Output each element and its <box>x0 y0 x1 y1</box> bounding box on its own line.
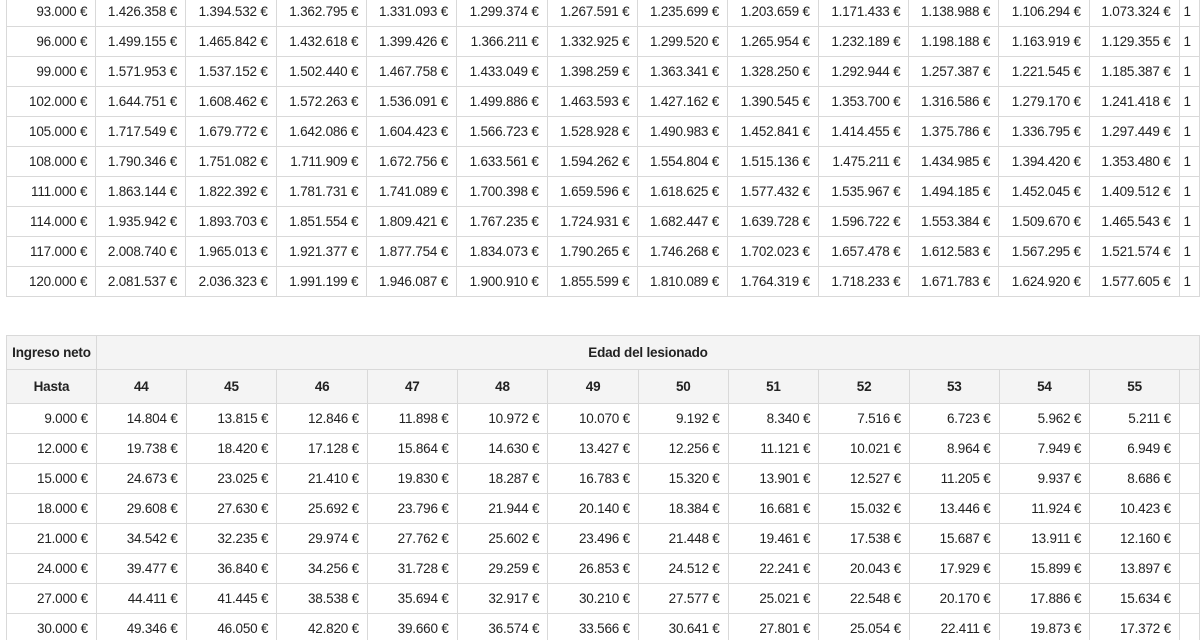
value-cell: 13.901 € <box>728 464 819 494</box>
value-cell: 27.577 € <box>638 584 728 614</box>
value-cell: 1.809.421 € <box>367 207 457 237</box>
value-cell: 1.921.377 € <box>276 237 367 267</box>
value-cell: 18.287 € <box>457 464 548 494</box>
value-cell: 1.073.324 € <box>1089 0 1179 27</box>
value-cell: 10.070 € <box>548 404 639 434</box>
value-cell: 1.642.086 € <box>276 117 367 147</box>
value-cell: 22.548 € <box>819 584 910 614</box>
value-cell: 10.972 € <box>457 404 548 434</box>
value-cell: 1.232.189 € <box>818 27 909 57</box>
value-cell: 21.944 € <box>457 494 548 524</box>
table-row <box>7 237 1200 267</box>
age-header-cell: 53 <box>909 370 999 404</box>
value-cell: 12.160 € <box>1090 524 1180 554</box>
truncated-cell: 1 <box>1179 27 1199 57</box>
value-cell: 15.634 € <box>1090 584 1180 614</box>
table-row <box>7 614 1200 640</box>
value-cell: 12.256 € <box>638 434 728 464</box>
value-cell: 30.210 € <box>548 584 639 614</box>
value-cell: 21.410 € <box>277 464 368 494</box>
value-cell: 1.235.699 € <box>638 0 728 27</box>
value-cell: 11.121 € <box>728 434 819 464</box>
value-cell: 25.054 € <box>819 614 910 640</box>
truncated-cell <box>1179 524 1199 554</box>
value-cell: 1.198.188 € <box>909 27 999 57</box>
value-cell: 1.467.758 € <box>367 57 457 87</box>
value-cell: 1.502.440 € <box>276 57 367 87</box>
value-cell: 15.899 € <box>999 554 1090 584</box>
value-cell: 1.810.089 € <box>638 267 728 297</box>
table-row <box>7 524 1200 554</box>
value-cell: 9.192 € <box>638 404 728 434</box>
income-cell: 117.000 € <box>7 237 96 267</box>
table-row <box>7 207 1200 237</box>
value-cell: 29.608 € <box>96 494 186 524</box>
value-cell: 19.830 € <box>367 464 457 494</box>
value-cell: 24.673 € <box>96 464 186 494</box>
income-cell: 15.000 € <box>7 464 97 494</box>
value-cell: 13.427 € <box>548 434 639 464</box>
value-cell: 1.332.925 € <box>547 27 638 57</box>
value-cell: 1.537.152 € <box>186 57 277 87</box>
value-cell: 1.257.387 € <box>909 57 999 87</box>
truncated-cell <box>1179 614 1199 640</box>
value-cell: 15.687 € <box>909 524 999 554</box>
value-cell: 1.528.928 € <box>547 117 638 147</box>
value-cell: 5.962 € <box>999 404 1090 434</box>
value-cell: 11.205 € <box>909 464 999 494</box>
value-cell: 1.398.259 € <box>547 57 638 87</box>
value-cell: 9.937 € <box>999 464 1090 494</box>
value-cell: 34.542 € <box>96 524 186 554</box>
income-cell: 30.000 € <box>7 614 97 640</box>
value-cell: 1.851.554 € <box>276 207 367 237</box>
value-cell: 1.163.919 € <box>999 27 1090 57</box>
income-cell: 12.000 € <box>7 434 97 464</box>
value-cell: 1.566.723 € <box>457 117 548 147</box>
value-cell: 1.203.659 € <box>728 0 819 27</box>
value-cell: 25.692 € <box>277 494 368 524</box>
value-cell: 1.657.478 € <box>818 237 909 267</box>
age-header-cell: 55 <box>1090 370 1180 404</box>
value-cell: 1.702.023 € <box>728 237 819 267</box>
value-cell: 23.796 € <box>367 494 457 524</box>
value-cell: 1.465.543 € <box>1089 207 1179 237</box>
value-cell: 19.461 € <box>728 524 819 554</box>
value-cell: 1.433.049 € <box>457 57 548 87</box>
value-cell: 14.630 € <box>457 434 548 464</box>
income-cell: 114.000 € <box>7 207 96 237</box>
value-cell: 1.299.520 € <box>638 27 728 57</box>
header-income: Ingreso neto <box>7 336 97 370</box>
table-row <box>7 404 1200 434</box>
income-cell: 96.000 € <box>7 27 96 57</box>
value-cell: 8.340 € <box>728 404 819 434</box>
value-cell: 2.008.740 € <box>96 237 186 267</box>
value-cell: 1.292.944 € <box>818 57 909 87</box>
value-cell: 1.577.605 € <box>1089 267 1179 297</box>
value-cell: 1.711.909 € <box>276 147 367 177</box>
value-cell: 1.554.804 € <box>638 147 728 177</box>
value-cell: 1.900.910 € <box>457 267 548 297</box>
table-row <box>7 117 1200 147</box>
value-cell: 8.964 € <box>909 434 999 464</box>
value-cell: 1.515.136 € <box>728 147 819 177</box>
value-cell: 1.362.795 € <box>276 0 367 27</box>
value-cell: 2.036.323 € <box>186 267 277 297</box>
value-cell: 1.363.341 € <box>638 57 728 87</box>
value-cell: 32.917 € <box>457 584 548 614</box>
value-cell: 31.728 € <box>367 554 457 584</box>
age-header-cell: 44 <box>96 370 186 404</box>
value-cell: 23.496 € <box>548 524 639 554</box>
value-cell: 1.893.703 € <box>186 207 277 237</box>
value-cell: 2.081.537 € <box>96 267 186 297</box>
truncated-cell <box>1179 494 1199 524</box>
value-cell: 1.567.295 € <box>999 237 1090 267</box>
table-row <box>7 87 1200 117</box>
value-cell: 15.032 € <box>819 494 910 524</box>
table-row <box>7 494 1200 524</box>
value-cell: 1.624.920 € <box>999 267 1090 297</box>
value-cell: 1.434.985 € <box>909 147 999 177</box>
value-cell: 1.781.731 € <box>276 177 367 207</box>
value-cell: 1.414.455 € <box>818 117 909 147</box>
table-row <box>7 584 1200 614</box>
table-body <box>7 0 1200 297</box>
value-cell: 32.235 € <box>186 524 277 554</box>
value-cell: 1.751.082 € <box>186 147 277 177</box>
value-cell: 15.864 € <box>367 434 457 464</box>
value-cell: 34.256 € <box>277 554 368 584</box>
value-cell: 1.106.294 € <box>999 0 1090 27</box>
value-cell: 1.432.618 € <box>276 27 367 57</box>
value-cell: 1.572.263 € <box>276 87 367 117</box>
table-row <box>7 554 1200 584</box>
value-cell: 1.241.418 € <box>1089 87 1179 117</box>
value-cell: 1.331.093 € <box>367 0 457 27</box>
value-cell: 1.185.387 € <box>1089 57 1179 87</box>
value-cell: 25.602 € <box>457 524 548 554</box>
value-cell: 7.949 € <box>999 434 1090 464</box>
value-cell: 5.211 € <box>1090 404 1180 434</box>
value-cell: 1.221.545 € <box>999 57 1090 87</box>
value-cell: 38.538 € <box>277 584 368 614</box>
age-header-cell: 49 <box>548 370 639 404</box>
value-cell: 1.494.185 € <box>909 177 999 207</box>
value-cell: 1.834.073 € <box>457 237 548 267</box>
value-cell: 8.686 € <box>1090 464 1180 494</box>
value-cell: 1.353.480 € <box>1089 147 1179 177</box>
value-cell: 16.783 € <box>548 464 639 494</box>
value-cell: 42.820 € <box>277 614 368 640</box>
value-cell: 1.394.532 € <box>186 0 277 27</box>
value-cell: 13.815 € <box>186 404 277 434</box>
value-cell: 41.445 € <box>186 584 277 614</box>
value-cell: 35.694 € <box>367 584 457 614</box>
value-cell: 1.465.842 € <box>186 27 277 57</box>
truncated-cell <box>1179 464 1199 494</box>
truncated-cell <box>1179 404 1199 434</box>
table-row <box>7 0 1200 27</box>
truncated-cell: 1 <box>1179 57 1199 87</box>
value-cell: 1.679.772 € <box>186 117 277 147</box>
value-cell: 1.991.199 € <box>276 267 367 297</box>
table-row <box>7 177 1200 207</box>
age-header-cell: 45 <box>186 370 277 404</box>
value-cell: 1.596.722 € <box>818 207 909 237</box>
value-cell: 1.490.983 € <box>638 117 728 147</box>
value-cell: 1.594.262 € <box>547 147 638 177</box>
value-cell: 1.612.583 € <box>909 237 999 267</box>
value-cell: 1.571.953 € <box>96 57 186 87</box>
value-cell: 24.512 € <box>638 554 728 584</box>
value-cell: 20.170 € <box>909 584 999 614</box>
income-cell: 21.000 € <box>7 524 97 554</box>
value-cell: 1.426.358 € <box>96 0 186 27</box>
value-cell: 1.608.462 € <box>186 87 277 117</box>
value-cell: 27.630 € <box>186 494 277 524</box>
value-cell: 1.509.670 € <box>999 207 1090 237</box>
value-cell: 6.723 € <box>909 404 999 434</box>
value-cell: 1.427.162 € <box>638 87 728 117</box>
value-cell: 1.639.728 € <box>728 207 819 237</box>
value-cell: 1.452.841 € <box>728 117 819 147</box>
header-row-groups <box>7 336 1200 370</box>
value-cell: 1.604.423 € <box>367 117 457 147</box>
value-cell: 10.021 € <box>819 434 910 464</box>
table-row <box>7 464 1200 494</box>
table-row <box>7 27 1200 57</box>
truncated-cell <box>1179 584 1199 614</box>
table-row <box>7 434 1200 464</box>
value-cell: 14.804 € <box>96 404 186 434</box>
value-cell: 1.265.954 € <box>728 27 819 57</box>
income-cell: 99.000 € <box>7 57 96 87</box>
value-cell: 1.138.988 € <box>909 0 999 27</box>
value-cell: 1.877.754 € <box>367 237 457 267</box>
header-row-ages <box>7 370 1200 404</box>
value-cell: 1.700.398 € <box>457 177 548 207</box>
value-cell: 19.873 € <box>999 614 1090 640</box>
value-cell: 12.846 € <box>277 404 368 434</box>
table-row <box>7 267 1200 297</box>
income-cell: 18.000 € <box>7 494 97 524</box>
income-cell: 120.000 € <box>7 267 96 297</box>
header-age-group: Edad del lesionado <box>96 336 1199 370</box>
value-cell: 1.171.433 € <box>818 0 909 27</box>
truncated-cell: 1 <box>1179 237 1199 267</box>
income-cell: 93.000 € <box>7 0 96 27</box>
value-cell: 1.553.384 € <box>909 207 999 237</box>
age-header-cell: 48 <box>457 370 548 404</box>
value-cell: 1.394.420 € <box>999 147 1090 177</box>
value-cell: 1.822.392 € <box>186 177 277 207</box>
value-cell: 1.741.089 € <box>367 177 457 207</box>
value-cell: 17.886 € <box>999 584 1090 614</box>
table-header <box>7 336 1200 404</box>
income-cell: 9.000 € <box>7 404 97 434</box>
age-header-cell: 54 <box>999 370 1090 404</box>
income-cell: 27.000 € <box>7 584 97 614</box>
value-cell: 17.538 € <box>819 524 910 554</box>
value-cell: 39.477 € <box>96 554 186 584</box>
value-cell: 1.644.751 € <box>96 87 186 117</box>
value-cell: 1.328.250 € <box>728 57 819 87</box>
value-cell: 1.129.355 € <box>1089 27 1179 57</box>
truncated-cell <box>1179 434 1199 464</box>
value-cell: 1.536.091 € <box>367 87 457 117</box>
value-cell: 33.566 € <box>548 614 639 640</box>
value-cell: 26.853 € <box>548 554 639 584</box>
value-cell: 1.618.625 € <box>638 177 728 207</box>
truncated-cell: 1 <box>1179 207 1199 237</box>
value-cell: 19.738 € <box>96 434 186 464</box>
value-cell: 1.767.235 € <box>457 207 548 237</box>
value-cell: 1.409.512 € <box>1089 177 1179 207</box>
value-cell: 36.574 € <box>457 614 548 640</box>
compensation-table-high-income <box>6 0 1200 297</box>
value-cell: 44.411 € <box>96 584 186 614</box>
truncated-cell: 1 <box>1179 147 1199 177</box>
income-cell: 108.000 € <box>7 147 96 177</box>
subheader-income: Hasta <box>7 370 97 404</box>
value-cell: 1.353.700 € <box>818 87 909 117</box>
value-cell: 1.863.144 € <box>96 177 186 207</box>
value-cell: 1.965.013 € <box>186 237 277 267</box>
age-header-cell: 51 <box>728 370 819 404</box>
value-cell: 22.241 € <box>728 554 819 584</box>
age-header-cell: 47 <box>367 370 457 404</box>
value-cell: 1.475.211 € <box>818 147 909 177</box>
truncated-cell: 1 <box>1179 0 1199 27</box>
age-header-cell: 46 <box>277 370 368 404</box>
value-cell: 30.641 € <box>638 614 728 640</box>
income-cell: 111.000 € <box>7 177 96 207</box>
value-cell: 49.346 € <box>96 614 186 640</box>
value-cell: 27.801 € <box>728 614 819 640</box>
value-cell: 1.790.265 € <box>547 237 638 267</box>
compensation-table-by-age <box>6 335 1200 640</box>
value-cell: 1.633.561 € <box>457 147 548 177</box>
income-cell: 102.000 € <box>7 87 96 117</box>
value-cell: 1.499.155 € <box>96 27 186 57</box>
value-cell: 1.718.233 € <box>818 267 909 297</box>
value-cell: 1.946.087 € <box>367 267 457 297</box>
value-cell: 17.128 € <box>277 434 368 464</box>
value-cell: 1.682.447 € <box>638 207 728 237</box>
value-cell: 20.140 € <box>548 494 639 524</box>
truncated-header-cell <box>1179 370 1199 404</box>
value-cell: 1.535.967 € <box>818 177 909 207</box>
truncated-cell: 1 <box>1179 267 1199 297</box>
income-cell: 24.000 € <box>7 554 97 584</box>
value-cell: 1.659.596 € <box>547 177 638 207</box>
table-row <box>7 57 1200 87</box>
value-cell: 22.411 € <box>909 614 999 640</box>
value-cell: 46.050 € <box>186 614 277 640</box>
value-cell: 13.911 € <box>999 524 1090 554</box>
value-cell: 1.764.319 € <box>728 267 819 297</box>
value-cell: 10.423 € <box>1090 494 1180 524</box>
truncated-cell: 1 <box>1179 177 1199 207</box>
age-header-cell: 52 <box>819 370 910 404</box>
value-cell: 11.924 € <box>999 494 1090 524</box>
value-cell: 1.521.574 € <box>1089 237 1179 267</box>
value-cell: 1.671.783 € <box>909 267 999 297</box>
value-cell: 17.929 € <box>909 554 999 584</box>
value-cell: 18.420 € <box>186 434 277 464</box>
value-cell: 13.446 € <box>909 494 999 524</box>
table-body <box>7 404 1200 640</box>
value-cell: 25.021 € <box>728 584 819 614</box>
value-cell: 1.279.170 € <box>999 87 1090 117</box>
value-cell: 1.399.426 € <box>367 27 457 57</box>
income-cell: 105.000 € <box>7 117 96 147</box>
value-cell: 1.267.591 € <box>547 0 638 27</box>
value-cell: 1.672.756 € <box>367 147 457 177</box>
value-cell: 6.949 € <box>1090 434 1180 464</box>
value-cell: 18.384 € <box>638 494 728 524</box>
value-cell: 16.681 € <box>728 494 819 524</box>
truncated-cell: 1 <box>1179 117 1199 147</box>
value-cell: 1.935.942 € <box>96 207 186 237</box>
value-cell: 15.320 € <box>638 464 728 494</box>
value-cell: 1.452.045 € <box>999 177 1090 207</box>
value-cell: 1.375.786 € <box>909 117 999 147</box>
value-cell: 1.463.593 € <box>547 87 638 117</box>
value-cell: 1.855.599 € <box>547 267 638 297</box>
value-cell: 29.259 € <box>457 554 548 584</box>
value-cell: 27.762 € <box>367 524 457 554</box>
value-cell: 1.717.549 € <box>96 117 186 147</box>
value-cell: 11.898 € <box>367 404 457 434</box>
value-cell: 21.448 € <box>638 524 728 554</box>
value-cell: 23.025 € <box>186 464 277 494</box>
value-cell: 29.974 € <box>277 524 368 554</box>
value-cell: 20.043 € <box>819 554 910 584</box>
truncated-cell: 1 <box>1179 87 1199 117</box>
value-cell: 17.372 € <box>1090 614 1180 640</box>
value-cell: 7.516 € <box>819 404 910 434</box>
age-header-cell: 50 <box>638 370 728 404</box>
value-cell: 1.746.268 € <box>638 237 728 267</box>
value-cell: 1.297.449 € <box>1089 117 1179 147</box>
truncated-cell <box>1179 554 1199 584</box>
value-cell: 1.299.374 € <box>457 0 548 27</box>
value-cell: 39.660 € <box>367 614 457 640</box>
value-cell: 36.840 € <box>186 554 277 584</box>
value-cell: 1.724.931 € <box>547 207 638 237</box>
value-cell: 1.316.586 € <box>909 87 999 117</box>
value-cell: 13.897 € <box>1090 554 1180 584</box>
value-cell: 1.366.211 € <box>457 27 548 57</box>
value-cell: 1.790.346 € <box>96 147 186 177</box>
value-cell: 1.390.545 € <box>728 87 819 117</box>
value-cell: 1.499.886 € <box>457 87 548 117</box>
value-cell: 1.577.432 € <box>728 177 819 207</box>
table-row <box>7 147 1200 177</box>
value-cell: 12.527 € <box>819 464 910 494</box>
value-cell: 1.336.795 € <box>999 117 1090 147</box>
